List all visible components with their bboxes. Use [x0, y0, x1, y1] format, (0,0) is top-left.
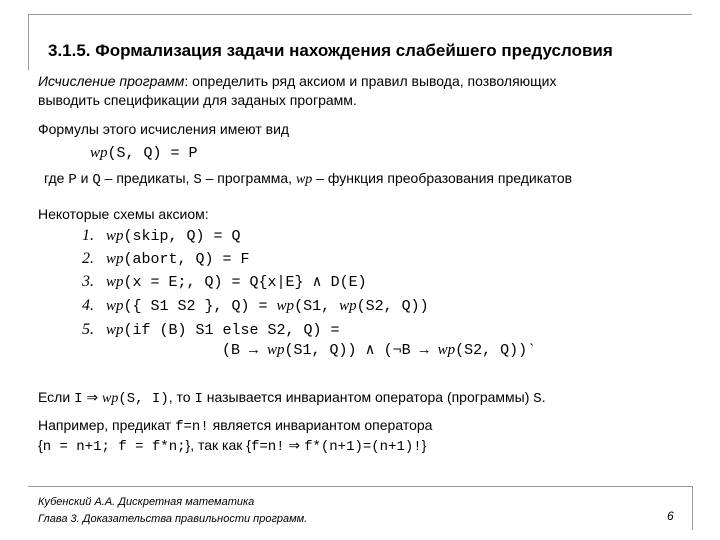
page-number: 6: [667, 509, 674, 523]
example-line-1: Например, предикат f=n! является инвариантом оператора: [38, 417, 433, 435]
formula-args: (S, Q) = P: [107, 145, 198, 162]
frame-top-line: [28, 14, 692, 15]
axiom-item-5: 5. wp(if (B) S1 else S2, Q) =: [82, 321, 340, 339]
frame-bottom-line: [28, 486, 692, 487]
axiom-item-3: 3. wp(x = E;, Q) = Q{x|E} ∧ D(E): [82, 273, 367, 291]
axiom-item-4: 4. wp({ S1 S2 }, Q) = wp(S1, wp(S2, Q)): [82, 297, 429, 315]
axiom-item-5-continuation: (B → wp(S1, Q)) ∧ (¬B → wp(S2, Q))`: [222, 342, 537, 359]
slide-title: 3.1.5. Формализация задачи нахождения слабейшего предусловия: [48, 41, 613, 60]
example-line-2: {n = n+1; f = f*n;}, так как {f=n! ⇒ f*(n+1)=(n+1)!}: [38, 437, 427, 455]
axiom-item-2: 2. wp(abort, Q) = F: [82, 250, 250, 268]
formulas-heading: Формулы этого исчисления имеют вид: [38, 121, 290, 137]
invariant-definition: Если I ⇒ wp(S, I), то I называется инвариантом оператора (программы) S.: [38, 389, 546, 407]
axioms-heading: Некоторые схемы аксиом:: [38, 206, 209, 222]
intro-line-1: [38, 72, 556, 90]
frame-left-line: [28, 14, 29, 70]
intro-term: Исчисление программ: [38, 73, 185, 89]
footer-chapter: Глава 3. Доказательства правильности программ.: [38, 513, 308, 525]
formula-main: [90, 144, 198, 163]
wp-symbol: wp: [90, 145, 108, 161]
intro-rest: : определить ряд аксиом и правил вывода, позволяющих: [184, 73, 557, 89]
axiom-item-1: 1. wp(skip, Q) = Q: [82, 227, 241, 245]
intro-line-2: выводить спецификации для заданых программ.: [38, 92, 357, 108]
formula-where-line: где P и Q – предикаты, S – программа, wp – функция преобразования предикатов: [44, 170, 573, 188]
frame-right-line: [692, 486, 693, 530]
footer-author: Кубенский А.А. Дискретная математика: [38, 496, 255, 508]
